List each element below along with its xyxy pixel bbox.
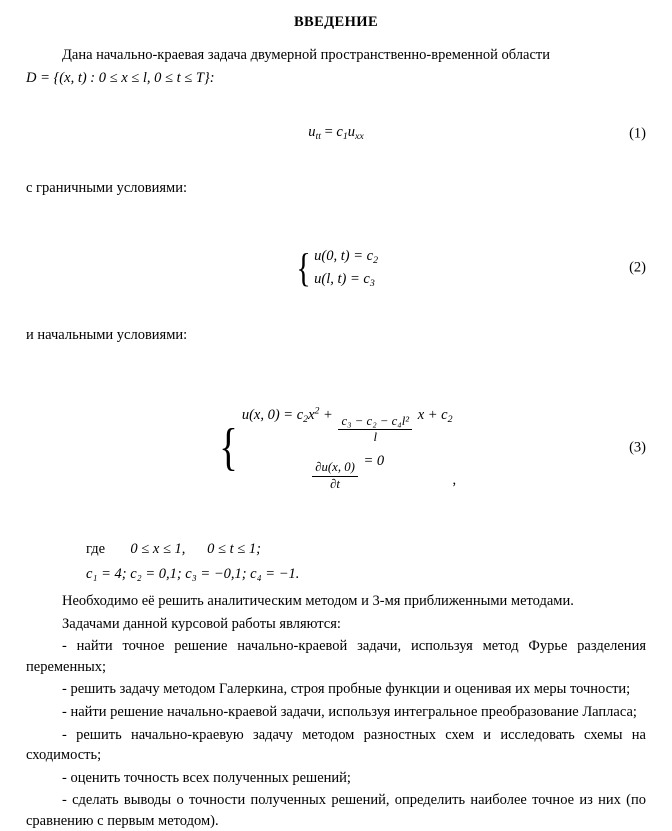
eq2-row2-rhs-sub: 3 (369, 277, 375, 289)
eq3-trailing-comma: , (452, 472, 457, 489)
eq2-row1-rhs-sub: 2 (373, 254, 379, 266)
equation-3-number: (3) (629, 439, 646, 456)
eq1-equals: = (324, 124, 333, 141)
eq3-partial-numerator: ∂u(x, 0) (312, 460, 358, 477)
left-brace: { (296, 244, 311, 290)
eq1-lhs: u (308, 124, 316, 141)
eq3-row1-prefix-sub: 2 (303, 413, 309, 425)
body-paragraph-8: - сделать выводы о точности полученных решений, определить наиболее точное из них (по сравнению с первым методом). (26, 792, 646, 829)
eq1-lhs-sub: tt (315, 130, 321, 142)
domain-definition: D = {(x, t) : 0 ≤ x ≤ l, 0 ≤ t ≤ T}: (26, 69, 215, 86)
equation-3-system (216, 403, 456, 493)
eq2-row1-rhs: c (366, 247, 374, 264)
eq3-row1-prefix: u(x, 0) = c (241, 406, 304, 423)
eq2-row2-rhs: c (363, 270, 370, 287)
eq2-row2-lhs: u(l, t) = (314, 270, 360, 287)
eq3-row-1 (241, 405, 453, 445)
body-paragraph-7: - оценить точность всех полученных решений; (62, 769, 351, 786)
eq3-frac-denominator: l (373, 430, 378, 445)
eq3-row-2 (242, 450, 453, 493)
equation-3 (26, 403, 646, 493)
equation-1 (26, 124, 646, 144)
where-label: где (86, 541, 106, 558)
equation-1-number: (1) (629, 125, 646, 142)
eq1-coef-sub: 1 (342, 130, 348, 142)
where-range-x: 0 ≤ x ≤ 1, (130, 541, 186, 558)
eq2-row-2 (314, 271, 375, 287)
eq3-partial-fraction (312, 460, 358, 493)
intro-paragraph: Дана начально-краевая задача двумерной пространственно-временной области (62, 47, 551, 63)
eq2-row-1 (314, 248, 378, 264)
eq3-row1-tail-sub: 2 (447, 413, 453, 425)
equation-2-number: (2) (629, 259, 646, 276)
equation-3-body (26, 403, 646, 493)
equation-2-system (294, 245, 378, 291)
equation-1-body (26, 124, 646, 142)
where-range-t: 0 ≤ t ≤ 1; (207, 541, 261, 558)
eq1-rhs-sub: xx (355, 130, 364, 142)
boundary-caption: с граничными условиями: (26, 180, 187, 197)
body-paragraph-5: - найти решение начально-краевой задачи, используя интегральное преобразование Лапласа; (62, 703, 637, 720)
eq1-rhs: u (347, 124, 356, 141)
where-line (26, 541, 646, 558)
body-paragraph-3: - найти точное решение начально-краевой задачи, используя метод Фурье разделения переменных; (26, 638, 646, 675)
eq2-row1-lhs: u(0, t) = (314, 247, 364, 264)
equation-2 (26, 245, 646, 291)
body-paragraph-6: - решить начально-краевую задачу методом разностных схем и исследовать схемы на сходимость; (26, 726, 646, 764)
constants-line: c₁ = 4; c₂ = 0,1; c₃ = −0,1; c₄ = −1. (86, 566, 300, 583)
eq3-frac-numerator: c₃ − c₂ − c₄l² (338, 414, 412, 431)
eq3-fraction (338, 414, 412, 447)
eq3-row1-x: x (308, 406, 315, 423)
initial-caption: и начальными условиями: (26, 326, 188, 343)
page-title: ВВЕДЕНИЕ (293, 14, 379, 30)
eq3-row1-x-sup: 2 (314, 405, 320, 417)
equation-2-body (26, 245, 646, 291)
body-paragraph-4: - решить задачу методом Галеркина, строя пробные функции и оценивая их меры точности; (62, 681, 631, 698)
eq3-row2-tail: = 0 (363, 453, 385, 470)
eq1-coef: c (336, 124, 343, 141)
eq3-partial-denominator: ∂t (330, 477, 340, 492)
left-brace: { (218, 418, 238, 476)
eq3-row1-tail: x + c (417, 406, 448, 423)
eq3-row1-plus: + (323, 406, 333, 423)
body-paragraph-2: Задачами данной курсовой работы являются: (62, 615, 341, 632)
body-paragraph-1: Необходимо её решить аналитическим методом и 3-мя приближенными методами. (62, 593, 574, 610)
